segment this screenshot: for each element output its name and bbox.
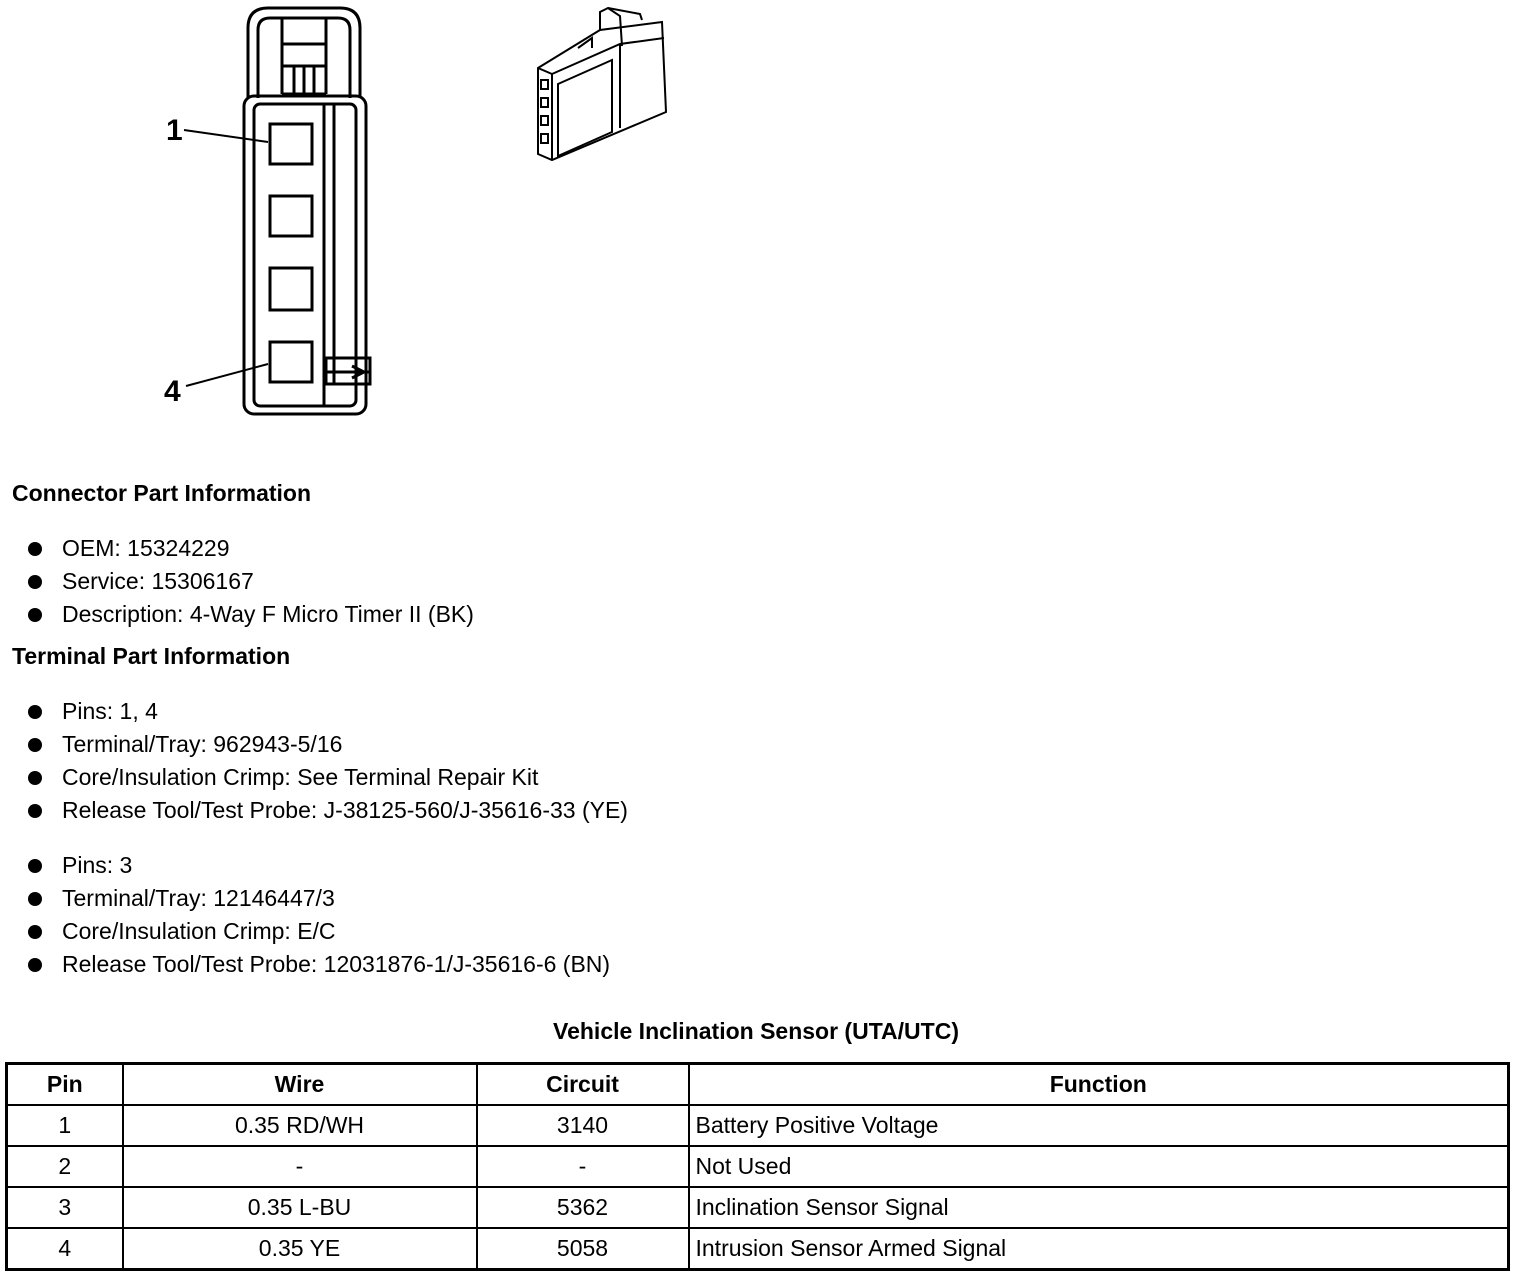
connector-part-info-list xyxy=(28,532,474,631)
list-item: Service: 15306167 xyxy=(28,565,474,598)
wire-cell: 0.35 YE xyxy=(123,1228,477,1270)
wire-cell: 0.35 RD/WH xyxy=(123,1105,477,1146)
function-cell: Inclination Sensor Signal xyxy=(689,1187,1509,1228)
list-item: OEM: 15324229 xyxy=(28,532,474,565)
table-title: Vehicle Inclination Sensor (UTA/UTC) xyxy=(553,1018,959,1044)
pin-label-4: 4 xyxy=(164,375,181,408)
column-header-circuit: Circuit xyxy=(477,1064,689,1106)
list-item: Terminal/Tray: 12146447/3 xyxy=(28,882,610,915)
column-header-function: Function xyxy=(689,1064,1509,1106)
table-header-row xyxy=(7,1064,1509,1106)
pin-cell: 2 xyxy=(7,1146,123,1187)
wire-cell: 0.35 L-BU xyxy=(123,1187,477,1228)
pin-cell: 1 xyxy=(7,1105,123,1146)
list-item: Pins: 3 xyxy=(28,849,610,882)
table-row xyxy=(7,1228,1509,1270)
terminal-group-1-list xyxy=(28,695,628,827)
column-header-wire: Wire xyxy=(123,1064,477,1106)
pin-cell: 4 xyxy=(7,1228,123,1270)
pin-label-1: 1 xyxy=(166,114,183,147)
pin-4-leader xyxy=(186,364,268,386)
pin-cavity-3 xyxy=(270,268,312,310)
wire-cell: - xyxy=(123,1146,477,1187)
list-item: Description: 4-Way F Micro Timer II (BK) xyxy=(28,598,474,631)
connector-part-info-heading: Connector Part Information xyxy=(12,480,312,506)
connector-diagram xyxy=(0,0,720,440)
connector-isometric-view xyxy=(538,8,666,160)
list-item: Release Tool/Test Probe: 12031876-1/J-35616-6 (BN) xyxy=(28,948,610,981)
terminal-group-2-list xyxy=(28,849,610,981)
column-header-pin: Pin xyxy=(7,1064,123,1106)
circuit-cell: 5058 xyxy=(477,1228,689,1270)
pin-cavity-1 xyxy=(270,124,312,164)
list-item: Core/Insulation Crimp: See Terminal Repair Kit xyxy=(28,761,628,794)
circuit-cell: - xyxy=(477,1146,689,1187)
circuit-cell: 5362 xyxy=(477,1187,689,1228)
pin-cavity-4 xyxy=(270,342,312,382)
list-item: Core/Insulation Crimp: E/C xyxy=(28,915,610,948)
pin-cell: 3 xyxy=(7,1187,123,1228)
table-row xyxy=(7,1146,1509,1187)
list-item: Pins: 1, 4 xyxy=(28,695,628,728)
pin-cavity-2 xyxy=(270,196,312,236)
function-cell: Intrusion Sensor Armed Signal xyxy=(689,1228,1509,1270)
terminal-part-info-heading: Terminal Part Information xyxy=(12,643,291,669)
function-cell: Battery Positive Voltage xyxy=(689,1105,1509,1146)
list-item: Release Tool/Test Probe: J-38125-560/J-35616-33 (YE) xyxy=(28,794,628,827)
table-row xyxy=(7,1105,1509,1146)
table-row xyxy=(7,1187,1509,1228)
list-item: Terminal/Tray: 962943-5/16 xyxy=(28,728,628,761)
function-cell: Not Used xyxy=(689,1146,1509,1187)
pinout-table xyxy=(5,1062,1510,1271)
circuit-cell: 3140 xyxy=(477,1105,689,1146)
